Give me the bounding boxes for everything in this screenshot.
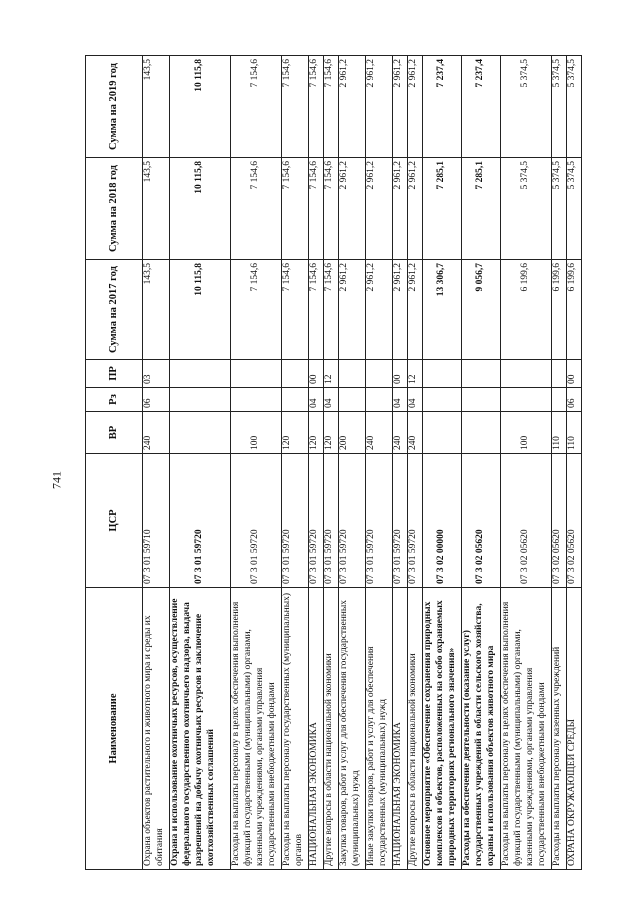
cell-csr: 07 3 01 59720 <box>309 454 324 588</box>
cell-2018: 7 154,6 <box>324 158 339 260</box>
cell-name: Охрана объектов растительного и животного мира и среды их обитания <box>143 588 170 870</box>
cell-name: Охрана и использование охотничьих ресурсов, осуществление федерального государственного охотничьего надзора, выдача разрешений на добычу охотничьих ресурсов и заключение охотхозяйственных соглашений <box>170 588 231 870</box>
cell-rz: 04 <box>393 388 408 412</box>
cell-2018: 2 961,2 <box>408 158 423 260</box>
cell-rz: 06 <box>143 388 170 412</box>
cell-2018: 2 961,2 <box>339 158 366 260</box>
cell-csr: 07 3 02 05620 <box>552 454 567 588</box>
table-row <box>366 56 393 870</box>
cell-rz: 04 <box>324 388 339 412</box>
cell-rz <box>423 388 462 412</box>
cell-rz <box>282 388 309 412</box>
table-row <box>462 56 501 870</box>
cell-pr <box>552 360 567 388</box>
cell-name: Иные закупки товаров, работ и услуг для обеспечения государственных (муниципальных) нужд <box>366 588 393 870</box>
page-number-text: 741 <box>49 471 64 489</box>
cell-pr: 00 <box>567 360 582 388</box>
cell-vr: 240 <box>393 412 408 454</box>
cell-pr <box>339 360 366 388</box>
cell-name: ОХРАНА ОКРУЖАЮЩЕЙ СРЕДЫ <box>567 588 582 870</box>
cell-name: НАЦИОНАЛЬНАЯ ЭКОНОМИКА <box>309 588 324 870</box>
header-2018: Сумма на 2018 год <box>86 158 143 260</box>
cell-2018: 10 115,8 <box>170 158 231 260</box>
cell-name: Расходы на выплаты персоналу в целях обеспечения выполнения функций государственными (муниципальными) органами, казенными учреждениями, органами управления государственными внебюджетными фондами <box>231 588 282 870</box>
cell-vr: 100 <box>231 412 282 454</box>
table-row <box>170 56 231 870</box>
cell-vr: 120 <box>324 412 339 454</box>
cell-csr: 07 3 01 59720 <box>366 454 393 588</box>
cell-pr: 00 <box>309 360 324 388</box>
header-csr: ЦСР <box>86 454 143 588</box>
cell-name: Расходы на обеспечение деятельности (оказание услуг) государственных учреждений в области сельского хозяйства, охраны и использования объектов животного мира <box>462 588 501 870</box>
cell-vr: 110 <box>567 412 582 454</box>
cell-2017: 10 115,8 <box>170 260 231 360</box>
cell-vr: 240 <box>366 412 393 454</box>
cell-vr <box>462 412 501 454</box>
cell-2017: 7 154,6 <box>309 260 324 360</box>
cell-pr <box>462 360 501 388</box>
cell-csr: 07 3 01 59720 <box>339 454 366 588</box>
table-row <box>423 56 462 870</box>
header-2019: Сумма на 2019 год <box>86 56 143 158</box>
budget-table <box>85 55 582 870</box>
cell-2018: 5 374,5 <box>501 158 552 260</box>
cell-vr: 240 <box>408 412 423 454</box>
cell-2018: 2 961,2 <box>393 158 408 260</box>
cell-2017: 7 154,6 <box>231 260 282 360</box>
cell-2017: 2 961,2 <box>408 260 423 360</box>
cell-csr: 07 3 01 59720 <box>231 454 282 588</box>
cell-2017: 143,5 <box>143 260 170 360</box>
table-row <box>408 56 423 870</box>
cell-vr: 200 <box>339 412 366 454</box>
cell-name: Закупка товаров, работ и услуг для обеспечения государственных (муниципальных) нужд <box>339 588 366 870</box>
cell-rz <box>339 388 366 412</box>
table-row <box>339 56 366 870</box>
header-pr: ПР <box>86 360 143 388</box>
cell-2019: 7 154,6 <box>324 56 339 158</box>
cell-name: НАЦИОНАЛЬНАЯ ЭКОНОМИКА <box>393 588 408 870</box>
cell-rz: 04 <box>408 388 423 412</box>
header-name: Наименование <box>86 588 143 870</box>
cell-2019: 2 961,2 <box>408 56 423 158</box>
cell-2017: 9 056,7 <box>462 260 501 360</box>
cell-2017: 6 199,6 <box>552 260 567 360</box>
cell-2019: 5 374,5 <box>552 56 567 158</box>
table-row <box>552 56 567 870</box>
cell-csr: 07 3 02 05620 <box>462 454 501 588</box>
cell-vr: 120 <box>282 412 309 454</box>
cell-rz: 04 <box>309 388 324 412</box>
cell-csr: 07 3 02 05620 <box>567 454 582 588</box>
cell-2017: 13 306,7 <box>423 260 462 360</box>
cell-rz <box>366 388 393 412</box>
cell-vr: 120 <box>309 412 324 454</box>
cell-2017: 2 961,2 <box>366 260 393 360</box>
cell-vr: 110 <box>552 412 567 454</box>
cell-csr: 07 3 01 59720 <box>170 454 231 588</box>
cell-2018: 5 374,5 <box>552 158 567 260</box>
cell-csr: 07 3 01 59720 <box>282 454 309 588</box>
cell-csr: 07 3 01 59720 <box>393 454 408 588</box>
cell-2019: 5 374,5 <box>567 56 582 158</box>
header-2017: Сумма на 2017 год <box>86 260 143 360</box>
header-vr: ВР <box>86 412 143 454</box>
cell-2019: 2 961,2 <box>339 56 366 158</box>
cell-2019: 7 154,6 <box>282 56 309 158</box>
cell-2017: 6 199,6 <box>567 260 582 360</box>
cell-rz <box>501 388 552 412</box>
cell-2019: 2 961,2 <box>366 56 393 158</box>
cell-2018: 2 961,2 <box>366 158 393 260</box>
cell-pr <box>231 360 282 388</box>
table-row <box>282 56 309 870</box>
cell-2018: 7 154,6 <box>231 158 282 260</box>
cell-csr: 07 3 02 00000 <box>423 454 462 588</box>
cell-pr: 03 <box>143 360 170 388</box>
cell-pr <box>423 360 462 388</box>
table-row <box>309 56 324 870</box>
table-header-row <box>86 56 143 870</box>
table-row <box>501 56 552 870</box>
cell-2017: 7 154,6 <box>324 260 339 360</box>
cell-name: Другие вопросы в области национальной экономики <box>408 588 423 870</box>
table-row <box>143 56 170 870</box>
cell-vr <box>423 412 462 454</box>
cell-2017: 6 199,6 <box>501 260 552 360</box>
cell-2018: 7 285,1 <box>423 158 462 260</box>
cell-vr <box>170 412 231 454</box>
cell-name: Расходы на выплаты персоналу в целях обеспечения выполнения функций государственными (муниципальными) органами, казенными учреждениями, органами управления государственными внебюджетными фондами <box>501 588 552 870</box>
page-number <box>50 460 64 500</box>
cell-vr: 100 <box>501 412 552 454</box>
cell-csr: 07 3 02 05620 <box>501 454 552 588</box>
cell-2018: 5 374,5 <box>567 158 582 260</box>
cell-vr: 240 <box>143 412 170 454</box>
cell-2018: 7 154,6 <box>282 158 309 260</box>
cell-name: Расходы на выплаты персоналу государственных (муниципальных) органов <box>282 588 309 870</box>
cell-name: Основное мероприятие «Обеспечение сохранения природных комплексов и объектов, расположенных на особо охраняемых природных территориях регионального значения» <box>423 588 462 870</box>
cell-2019: 2 961,2 <box>393 56 408 158</box>
cell-pr: 12 <box>408 360 423 388</box>
table-row <box>567 56 582 870</box>
cell-pr <box>366 360 393 388</box>
cell-2019: 7 154,6 <box>231 56 282 158</box>
table-row <box>231 56 282 870</box>
rotated-page <box>85 56 597 870</box>
cell-2017: 2 961,2 <box>393 260 408 360</box>
cell-pr: 12 <box>324 360 339 388</box>
header-rz: Рз <box>86 388 143 412</box>
cell-2018: 7 285,1 <box>462 158 501 260</box>
cell-rz: 06 <box>567 388 582 412</box>
cell-2019: 143,5 <box>143 56 170 158</box>
cell-name: Другие вопросы в области национальной экономики <box>324 588 339 870</box>
cell-2019: 5 374,5 <box>501 56 552 158</box>
cell-rz <box>170 388 231 412</box>
cell-2018: 143,5 <box>143 158 170 260</box>
cell-rz <box>462 388 501 412</box>
cell-rz <box>552 388 567 412</box>
table-row <box>324 56 339 870</box>
cell-csr: 07 3 01 59720 <box>324 454 339 588</box>
cell-2019: 7 237,4 <box>462 56 501 158</box>
cell-pr <box>501 360 552 388</box>
cell-2017: 7 154,6 <box>282 260 309 360</box>
cell-2017: 2 961,2 <box>339 260 366 360</box>
cell-2019: 7 237,4 <box>423 56 462 158</box>
cell-pr <box>282 360 309 388</box>
cell-pr: 00 <box>393 360 408 388</box>
cell-2019: 10 115,8 <box>170 56 231 158</box>
cell-pr <box>170 360 231 388</box>
cell-2019: 7 154,6 <box>309 56 324 158</box>
cell-rz <box>231 388 282 412</box>
cell-name: Расходы на выплаты персоналу казенных учреждений <box>552 588 567 870</box>
cell-csr: 07 3 01 59720 <box>408 454 423 588</box>
table-row <box>393 56 408 870</box>
cell-2018: 7 154,6 <box>309 158 324 260</box>
cell-csr: 07 3 01 59710 <box>143 454 170 588</box>
